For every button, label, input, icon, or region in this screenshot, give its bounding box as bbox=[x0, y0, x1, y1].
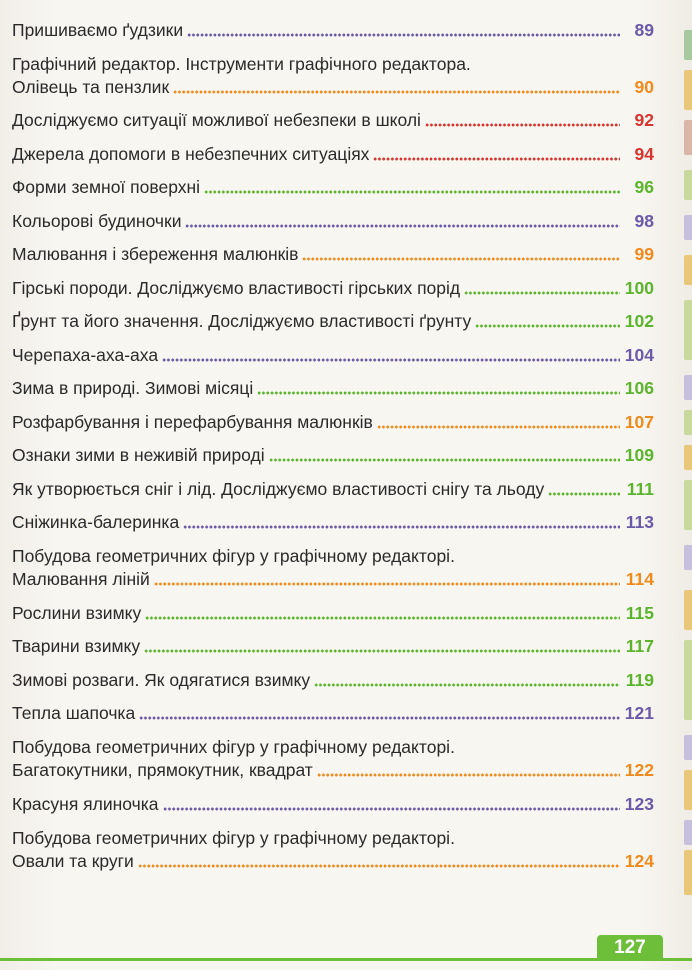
side-color-tabs bbox=[684, 0, 692, 900]
toc-entry[interactable] bbox=[12, 782, 654, 816]
dot-leader bbox=[314, 683, 620, 687]
dot-leader bbox=[317, 773, 620, 777]
side-tab bbox=[684, 480, 692, 530]
toc-page-number: 119 bbox=[625, 669, 654, 690]
side-tab bbox=[684, 735, 692, 760]
toc-page-number: 114 bbox=[625, 569, 654, 589]
toc-entry[interactable] bbox=[12, 266, 654, 300]
toc-entry[interactable] bbox=[12, 467, 654, 501]
toc-page-number: 122 bbox=[624, 760, 654, 780]
side-tab bbox=[684, 70, 692, 110]
toc-entry-text: Побудова геометричних фігур у графічному редакторі. bbox=[12, 546, 455, 566]
dot-leader bbox=[187, 33, 620, 37]
toc-entry[interactable] bbox=[12, 132, 654, 166]
toc-entry[interactable] bbox=[12, 300, 654, 334]
toc-page-number: 96 bbox=[634, 177, 654, 197]
side-tab bbox=[684, 170, 692, 200]
side-tab bbox=[684, 770, 692, 810]
toc-entry-title bbox=[12, 210, 654, 233]
toc-entry-title bbox=[12, 277, 654, 300]
dot-leader bbox=[377, 425, 620, 429]
toc-entry-text: Малювання і збереження малюнків bbox=[12, 244, 299, 264]
dot-leader bbox=[145, 616, 620, 620]
side-tab bbox=[684, 410, 692, 435]
toc-entry-text: Як утворюється сніг і лід. Досліджуємо властивості снігу та льоду bbox=[12, 478, 545, 499]
side-tab bbox=[684, 820, 692, 845]
toc-page-number: 98 bbox=[634, 210, 654, 231]
toc-entry-title bbox=[12, 411, 654, 434]
dot-leader bbox=[162, 358, 620, 362]
toc-page-number: 124 bbox=[624, 850, 654, 871]
toc-entry[interactable] bbox=[12, 400, 654, 434]
dot-leader bbox=[204, 190, 620, 194]
side-tab bbox=[684, 30, 692, 60]
toc-entry[interactable] bbox=[12, 658, 654, 692]
toc-entry-text: Побудова геометричних фігур у графічному редакторі. bbox=[12, 827, 455, 848]
toc-entry-title bbox=[12, 669, 654, 692]
toc-entry-text: Пришиваємо ґудзики bbox=[12, 19, 184, 40]
toc-entry-title bbox=[12, 702, 654, 725]
toc-entry-title bbox=[12, 736, 654, 782]
side-tab bbox=[684, 545, 692, 570]
table-of-contents bbox=[12, 8, 654, 873]
toc-entry-text: Олівець та пензлик bbox=[12, 76, 170, 97]
toc-entry-text: Зимові розваги. Як одягатися взимку bbox=[12, 669, 311, 690]
side-tab bbox=[684, 640, 692, 720]
toc-entry-title bbox=[12, 243, 654, 266]
toc-entry-title bbox=[12, 602, 654, 625]
toc-entry-text: Черепаха-аха-аха bbox=[12, 344, 159, 365]
toc-page-number: 121 bbox=[624, 703, 654, 723]
dot-leader bbox=[464, 291, 620, 295]
side-tab bbox=[684, 445, 692, 470]
toc-entry-title bbox=[12, 53, 654, 99]
toc-entry-text: Графічний редактор. Інструменти графічного редактора. bbox=[12, 53, 471, 74]
dot-leader bbox=[269, 458, 620, 462]
toc-entry-title bbox=[12, 511, 654, 534]
toc-entry[interactable] bbox=[12, 199, 654, 233]
dot-leader bbox=[163, 807, 620, 811]
toc-entry[interactable] bbox=[12, 8, 654, 42]
toc-entry[interactable] bbox=[12, 725, 654, 782]
toc-entry-text: Гірські породи. Досліджуємо властивості гірських порід bbox=[12, 277, 461, 298]
toc-entry-text: Овали та круги bbox=[12, 850, 134, 871]
side-tab bbox=[684, 590, 692, 630]
toc-entry[interactable] bbox=[12, 692, 654, 726]
toc-entry[interactable] bbox=[12, 333, 654, 367]
toc-entry-text: Джерела допомоги в небезпечних ситуаціях bbox=[12, 143, 370, 164]
toc-entry-text: Рослини взимку bbox=[12, 602, 142, 623]
toc-entry[interactable] bbox=[12, 625, 654, 659]
dot-leader bbox=[302, 257, 620, 261]
toc-entry[interactable] bbox=[12, 42, 654, 99]
toc-entry-title bbox=[12, 793, 654, 816]
dot-leader bbox=[154, 582, 620, 586]
toc-entry-text: Сніжинка-балеринка bbox=[12, 512, 180, 532]
side-tab bbox=[684, 850, 692, 895]
side-tab bbox=[684, 375, 692, 400]
toc-entry[interactable] bbox=[12, 99, 654, 133]
toc-entry-text: Тепла шапочка bbox=[12, 703, 136, 723]
toc-page-number: 117 bbox=[625, 636, 654, 656]
toc-entry-title bbox=[12, 377, 654, 400]
toc-page-number: 89 bbox=[634, 19, 654, 40]
toc-entry-text: Ознаки зими в неживій природі bbox=[12, 445, 265, 465]
dot-leader bbox=[173, 90, 620, 94]
toc-page-number: 92 bbox=[634, 110, 654, 130]
toc-entry-text: Ґрунт та його значення. Досліджуємо властивості ґрунту bbox=[12, 311, 472, 331]
dot-leader bbox=[475, 324, 620, 328]
toc-page-number: 104 bbox=[624, 344, 654, 365]
side-tab bbox=[684, 215, 692, 240]
toc-entry-text: Зима в природі. Зимові місяці bbox=[12, 378, 254, 398]
dot-leader bbox=[257, 391, 620, 395]
toc-page-number: 94 bbox=[634, 143, 654, 164]
dot-leader bbox=[425, 123, 620, 127]
footer-stripe bbox=[0, 958, 692, 961]
toc-entry[interactable] bbox=[12, 166, 654, 200]
side-tab bbox=[684, 120, 692, 155]
toc-entry[interactable] bbox=[12, 501, 654, 535]
toc-entry-title bbox=[12, 827, 654, 873]
toc-page-number: 113 bbox=[625, 512, 654, 532]
toc-entry-title bbox=[12, 444, 654, 467]
toc-entry-title bbox=[12, 19, 654, 42]
toc-entry-text: Розфарбування і перефарбування малюнків bbox=[12, 411, 373, 432]
toc-page-number: 115 bbox=[625, 602, 654, 623]
dot-leader bbox=[373, 157, 620, 161]
toc-entry-title bbox=[12, 344, 654, 367]
toc-entry[interactable] bbox=[12, 591, 654, 625]
toc-page-number: 111 bbox=[626, 478, 654, 499]
toc-entry[interactable] bbox=[12, 367, 654, 401]
toc-page-number: 99 bbox=[634, 244, 654, 264]
dot-leader bbox=[183, 525, 620, 529]
toc-entry-title bbox=[12, 143, 654, 166]
toc-entry-text: Кольорові будиночки bbox=[12, 210, 182, 231]
toc-entry-title bbox=[12, 478, 654, 501]
toc-page-number: 107 bbox=[624, 411, 654, 432]
toc-page-number: 100 bbox=[624, 277, 654, 298]
toc-entry[interactable] bbox=[12, 534, 654, 591]
side-tab bbox=[684, 255, 692, 285]
toc-entry-text: Тварини взимку bbox=[12, 636, 141, 656]
toc-entry-title bbox=[12, 310, 654, 333]
toc-entry-text: Красуня ялиночка bbox=[12, 793, 159, 814]
toc-page-number: 106 bbox=[624, 378, 654, 398]
side-tab bbox=[684, 300, 692, 360]
toc-entry-text: Досліджуємо ситуації можливої небезпеки в школі bbox=[12, 110, 421, 130]
toc-page-number: 102 bbox=[624, 311, 654, 331]
toc-entry-text: Побудова геометричних фігур у графічному редакторі. bbox=[12, 737, 455, 757]
toc-entry[interactable] bbox=[12, 434, 654, 468]
toc-page-number: 109 bbox=[624, 445, 654, 465]
dot-leader bbox=[185, 224, 620, 228]
page-number: 127 bbox=[597, 935, 663, 961]
toc-entry-title bbox=[12, 109, 654, 132]
toc-entry-title bbox=[12, 545, 654, 591]
toc-entry-title bbox=[12, 176, 654, 199]
toc-entry-text: Багатокутники, прямокутник, квадрат bbox=[12, 760, 313, 780]
toc-entry[interactable] bbox=[12, 816, 654, 873]
toc-page-number: 90 bbox=[634, 76, 654, 97]
dot-leader bbox=[144, 649, 620, 653]
toc-entry-text: Форми земної поверхні bbox=[12, 177, 201, 197]
dot-leader bbox=[548, 492, 620, 496]
dot-leader bbox=[139, 716, 620, 720]
dot-leader bbox=[138, 864, 620, 868]
toc-entry-text: Малювання ліній bbox=[12, 569, 150, 589]
toc-page-number: 123 bbox=[624, 793, 654, 814]
toc-entry-title bbox=[12, 635, 654, 658]
toc-entry[interactable] bbox=[12, 233, 654, 267]
